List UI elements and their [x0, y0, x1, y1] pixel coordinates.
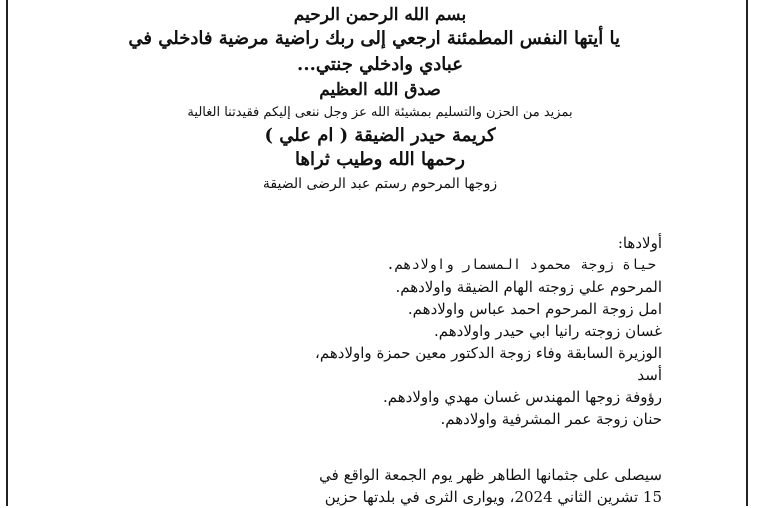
- list-item: رؤوفة زوجها المهندس غسان مهدي واولادهم.: [383, 388, 662, 406]
- list-item: حياة زوجة محمود المسمار واولادهم.: [386, 257, 656, 273]
- husband-line: زوجها المرحوم رستم عبد الرضى الضيقة: [262, 176, 498, 192]
- funeral-line-2: 15 تشرين الثاني 2024، ويوارى الثرى في بلدتها حزين: [324, 488, 662, 506]
- children-title: أولادها:: [617, 234, 662, 252]
- list-item: غسان زوجته رانيا ابي حيدر واولادهم.: [434, 322, 662, 340]
- list-item: أسد: [637, 366, 662, 384]
- quran-verse-line-2: عبادي وادخلي جنتي...: [297, 54, 463, 75]
- deceased-name: كريمة حيدر الضيقة ( ام علي ): [264, 125, 496, 146]
- list-item: الوزيرة السابقة وفاء زوجة الدكتور معين حمزة واولادهم،: [315, 344, 662, 362]
- obituary-header: [128, 4, 620, 196]
- quran-verse-line-1: يا أيتها النفس المطمئنة ارجعي إلى ربك راضية مرضية فادخلي في: [128, 28, 620, 49]
- list-item: امل زوجة المرحوم احمد عباس واولادهم.: [407, 300, 662, 318]
- funeral-section: [222, 464, 662, 508]
- prayer-line: رحمها الله وطيب ثراها: [295, 149, 465, 170]
- basmala: بسم الله الرحمن الرحيم: [293, 5, 467, 25]
- children-list: [222, 254, 662, 430]
- funeral-line-1: سيصلى على جثمانها الطاهر ظهر يوم الجمعة الواقع في: [319, 466, 662, 484]
- sadaq-allah: صدق الله العظيم: [319, 80, 441, 100]
- list-item: المرحوم علي زوجته الهام الضيقة واولادهم.: [395, 278, 662, 296]
- announcement-intro: بمزيد من الحزن والتسليم بمشيئة الله عز وجل ننعى إليكم فقيدتنا الغالية: [187, 105, 573, 120]
- children-section: [222, 232, 662, 430]
- list-item: حنان زوجة عمر المشرفية واولادهم.: [440, 410, 662, 428]
